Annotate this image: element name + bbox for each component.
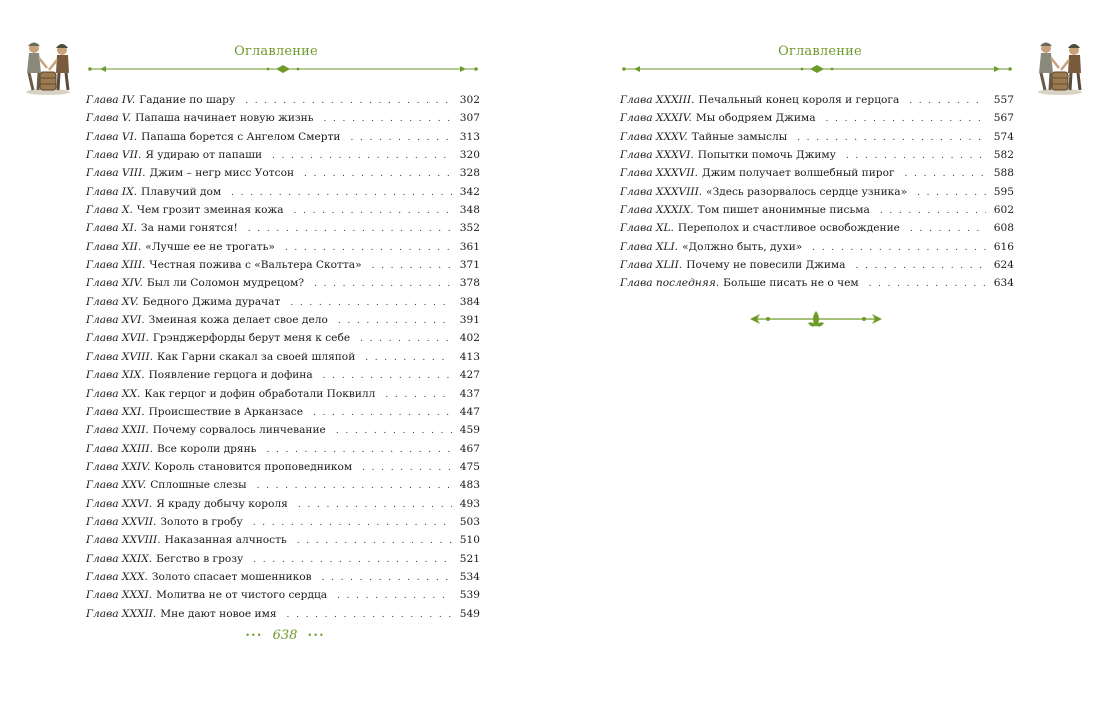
chapter-title: Плавучий дом <box>141 185 222 198</box>
chapter-label: Глава XXV. <box>86 479 147 492</box>
chapter-label: Глава XXXVII. <box>620 167 698 180</box>
chapter-title: Грэнджерфорды берут меня к себе <box>152 332 351 345</box>
chapter-title: Бегство в грозу <box>156 552 244 565</box>
dot-leader <box>385 386 451 404</box>
dot-leader <box>372 257 452 275</box>
dot-leader <box>294 202 452 220</box>
page-number: 634 <box>993 277 1014 290</box>
left-page <box>0 0 540 719</box>
folio-ornament-left: ••• <box>245 631 263 640</box>
toc-entry[interactable] <box>86 219 480 237</box>
chapter-title: Честная пожива с «Вальтера Скотта» <box>149 259 362 272</box>
dot-leader <box>248 220 452 238</box>
chapter-title: Печальный конец короля и герцога <box>698 94 900 106</box>
chapter-title: Как герцог и дофин обработали Поквилл <box>144 387 376 400</box>
dot-leader <box>253 514 452 532</box>
toc-entry[interactable] <box>86 531 480 549</box>
toc-entry[interactable] <box>620 219 1014 237</box>
page-number: 302 <box>459 94 480 106</box>
page-number: 616 <box>993 240 1014 253</box>
toc-entry[interactable] <box>620 183 1014 201</box>
toc-entry[interactable] <box>86 128 480 146</box>
chapter-label: Глава XI. <box>86 222 138 235</box>
dot-leader <box>910 220 986 238</box>
dot-leader <box>826 110 986 128</box>
page-number: 427 <box>459 369 480 382</box>
chapter-title: Бедного Джима дурачат <box>142 295 281 308</box>
toc-entry[interactable] <box>86 201 480 219</box>
toc-entry[interactable] <box>86 293 480 311</box>
chapter-title: Король становится проповедником <box>154 460 353 473</box>
toc-entry[interactable] <box>86 348 480 366</box>
dot-leader <box>298 496 452 514</box>
chapter-title: Все короли дрянь <box>156 442 257 455</box>
page-number: 467 <box>459 442 480 455</box>
chapter-label: Глава XVI. <box>86 314 145 327</box>
chapter-title: Появление герцога и дофина <box>148 369 313 382</box>
chapter-title: Почему сорвалось линчевание <box>152 424 326 437</box>
chapter-title: Гадание по шару <box>139 94 236 106</box>
dot-leader <box>324 110 452 128</box>
toc-entry[interactable] <box>620 109 1014 127</box>
page-number: 557 <box>993 94 1014 106</box>
chapter-label: Глава XXIII. <box>86 442 153 455</box>
chapter-title: Больше писать не о чем <box>723 277 859 290</box>
page-number: 402 <box>459 332 480 345</box>
dot-leader <box>297 532 452 550</box>
page-number: 608 <box>993 222 1014 235</box>
toc-entry[interactable] <box>86 550 480 568</box>
dot-leader <box>362 459 452 477</box>
chapter-label: Глава XLII. <box>620 259 683 272</box>
dot-leader <box>322 569 452 587</box>
chapter-title: Тайные замыслы <box>691 130 788 143</box>
chapter-title: Я удираю от папаши <box>145 149 263 162</box>
toc-entry[interactable] <box>86 568 480 586</box>
page-number: 595 <box>993 185 1014 198</box>
folio-number: 638 <box>272 628 298 643</box>
chapter-label: Глава X. <box>86 204 133 217</box>
table-of-contents-left <box>86 91 480 623</box>
chapter-title: «Здесь разорвалось сердце узника» <box>706 185 908 198</box>
dot-leader <box>338 312 452 330</box>
chapter-title: Почему не повесили Джима <box>686 259 846 272</box>
page-number: 493 <box>459 497 480 510</box>
dot-leader <box>909 92 986 110</box>
dot-leader <box>231 184 452 202</box>
dot-leader <box>304 165 452 183</box>
chapter-title: Наказанная алчность <box>164 534 287 547</box>
dot-leader <box>351 129 452 147</box>
chapter-label: Глава XXVIII. <box>86 534 161 547</box>
chapter-label: Глава XIV. <box>86 277 143 290</box>
chapter-label: Глава XIII. <box>86 259 146 272</box>
chapter-title: Чем грозит змеиная кожа <box>136 204 284 217</box>
page-number: 475 <box>459 460 480 473</box>
dot-leader <box>313 404 452 422</box>
chapter-label: Глава XXXIX. <box>620 204 694 217</box>
chapter-label: Глава XXXI. <box>86 589 153 602</box>
dot-leader <box>266 441 451 459</box>
header-ornamental-rule <box>86 64 480 74</box>
toc-entry[interactable] <box>86 385 480 403</box>
toc-entry[interactable] <box>86 513 480 531</box>
chapter-title: Я краду добычу короля <box>156 497 288 510</box>
chapter-label: Глава XXXV. <box>620 130 688 143</box>
page-number: 342 <box>459 185 480 198</box>
page-number: 459 <box>459 424 480 437</box>
page-number: 521 <box>459 552 480 565</box>
page-number: 437 <box>459 387 480 400</box>
chapter-label: Глава XVIII. <box>86 350 154 363</box>
chapter-title: Сплошные слезы <box>150 479 247 492</box>
chapter-title: Как Гарни скакал за своей шляпой <box>157 350 356 363</box>
chapter-label: Глава XXXII. <box>86 607 157 620</box>
chapter-title: Попытки помочь Джиму <box>697 149 836 162</box>
right-page <box>560 0 1100 719</box>
dot-leader <box>797 129 986 147</box>
page-number: 391 <box>459 314 480 327</box>
page-number: 352 <box>459 222 480 235</box>
header-ornamental-rule <box>620 64 1014 74</box>
toc-entry[interactable] <box>86 329 480 347</box>
page-number: 549 <box>459 607 480 620</box>
chapter-label: Глава VI. <box>86 130 138 143</box>
page-number: 602 <box>993 204 1014 217</box>
page-folio <box>230 628 340 643</box>
page-number: 361 <box>459 240 480 253</box>
dot-leader <box>245 92 452 110</box>
toc-entry[interactable] <box>86 458 480 476</box>
chapter-title: Мне дают новое имя <box>160 607 277 620</box>
dot-leader <box>917 184 986 202</box>
dot-leader <box>855 257 985 275</box>
chapter-label: Глава VIII. <box>86 167 146 180</box>
page-number: 624 <box>993 259 1014 272</box>
page-number: 307 <box>459 112 480 125</box>
chapter-label: Глава XXIV. <box>86 460 151 473</box>
page-number: 371 <box>459 259 480 272</box>
chapter-label: Глава IX. <box>86 185 138 198</box>
page-number: 539 <box>459 589 480 602</box>
chapter-title: Мы ободряем Джима <box>695 112 816 125</box>
toc-entry[interactable] <box>86 146 480 164</box>
chapter-title: Молитва не от чистого сердца <box>156 589 328 602</box>
toc-entry[interactable] <box>86 403 480 421</box>
toc-entry[interactable] <box>86 164 480 182</box>
page-header-title: Оглавление <box>234 44 318 59</box>
dot-leader <box>323 367 452 385</box>
toc-entry[interactable] <box>86 311 480 329</box>
end-ornament <box>746 309 886 329</box>
chapter-label: Глава XXXVI. <box>620 149 694 162</box>
dot-leader <box>846 147 986 165</box>
chapter-label: Глава XLI. <box>620 240 679 253</box>
page-number: 413 <box>459 350 480 363</box>
boys-with-barrel-illustration <box>1032 38 1088 96</box>
dot-leader <box>314 275 452 293</box>
dot-leader <box>257 477 452 495</box>
dot-leader <box>905 165 986 183</box>
page-number: 384 <box>459 295 480 308</box>
dot-leader <box>337 587 452 605</box>
page-header-title: Оглавление <box>778 44 862 59</box>
toc-entry[interactable] <box>620 274 1014 292</box>
chapter-label: Глава VII. <box>86 149 142 162</box>
chapter-title: Папаша начинает новую жизнь <box>135 112 314 125</box>
toc-entry[interactable] <box>86 586 480 604</box>
chapter-label: Глава IV. <box>86 94 136 106</box>
toc-entry[interactable] <box>620 256 1014 274</box>
dot-leader <box>290 294 451 312</box>
toc-entry[interactable] <box>86 274 480 292</box>
page-number: 574 <box>993 130 1014 143</box>
toc-entry[interactable] <box>86 238 480 256</box>
dot-leader <box>869 275 986 293</box>
chapter-label: Глава XXIX. <box>86 552 153 565</box>
chapter-label: Глава XII. <box>86 240 142 253</box>
chapter-label: Глава XVII. <box>86 332 149 345</box>
page-number: 328 <box>459 167 480 180</box>
toc-entry[interactable] <box>86 440 480 458</box>
chapter-title: Был ли Соломон мудрецом? <box>146 277 305 290</box>
chapter-label: Глава XXX. <box>86 570 148 583</box>
toc-entry[interactable] <box>620 164 1014 182</box>
toc-entry[interactable] <box>620 128 1014 146</box>
dot-leader <box>365 349 452 367</box>
toc-entry[interactable] <box>86 256 480 274</box>
chapter-title: Золото в гробу <box>160 515 243 528</box>
chapter-label: Глава XXXIV. <box>620 112 692 125</box>
dot-leader <box>285 239 452 257</box>
chapter-label: Глава последняя. <box>620 277 720 290</box>
toc-entry[interactable] <box>620 238 1014 256</box>
chapter-label: Глава XIX. <box>86 369 145 382</box>
toc-entry[interactable] <box>86 495 480 513</box>
dot-leader <box>253 551 451 569</box>
toc-entry[interactable] <box>86 91 480 109</box>
dot-leader <box>287 606 452 624</box>
page-number: 567 <box>993 112 1014 125</box>
toc-entry[interactable] <box>86 109 480 127</box>
toc-entry[interactable] <box>86 183 480 201</box>
dot-leader <box>812 239 986 257</box>
toc-entry[interactable] <box>620 201 1014 219</box>
chapter-title: Джим – негр мисс Уотсон <box>149 167 295 180</box>
page-number: 534 <box>459 570 480 583</box>
toc-entry[interactable] <box>86 476 480 494</box>
dot-leader <box>360 330 452 348</box>
page-number: 313 <box>459 130 480 143</box>
toc-entry[interactable] <box>620 146 1014 164</box>
chapter-label: Глава XV. <box>86 295 139 308</box>
page-number: 503 <box>459 515 480 528</box>
chapter-label: Глава XXXIII. <box>620 94 695 106</box>
page-number: 447 <box>459 405 480 418</box>
dot-leader <box>336 422 452 440</box>
page-number: 320 <box>459 149 480 162</box>
toc-entry[interactable] <box>620 91 1014 109</box>
chapter-label: Глава XXXVIII. <box>620 185 703 198</box>
page-number: 582 <box>993 149 1014 162</box>
chapter-label: Глава V. <box>86 112 132 125</box>
chapter-label: Глава XXVII. <box>86 515 157 528</box>
page-number: 588 <box>993 167 1014 180</box>
chapter-label: Глава XX. <box>86 387 141 400</box>
chapter-title: Джим получает волшебный пирог <box>701 167 895 180</box>
chapter-title: За нами гонятся! <box>141 222 238 235</box>
chapter-label: Глава XXII. <box>86 424 149 437</box>
chapter-title: Происшествие в Арканзасе <box>148 405 303 418</box>
chapter-title: «Должно быть, духи» <box>682 240 803 253</box>
chapter-title: «Лучше ее не трогать» <box>145 240 275 253</box>
chapter-label: Глава XXVI. <box>86 497 153 510</box>
chapter-title: Золото спасает мошенников <box>151 570 312 583</box>
dot-leader <box>880 202 986 220</box>
folio-ornament-right: ••• <box>307 631 325 640</box>
chapter-label: Глава XL. <box>620 222 674 235</box>
chapter-title: Змеиная кожа делает свое дело <box>148 314 328 327</box>
chapter-label: Глава XXI. <box>86 405 145 418</box>
page-number: 483 <box>459 479 480 492</box>
chapter-title: Папаша борется с Ангелом Смерти <box>141 130 341 143</box>
table-of-contents-right <box>620 91 1014 293</box>
page-number: 348 <box>459 204 480 217</box>
toc-entry[interactable] <box>86 366 480 384</box>
page-number: 378 <box>459 277 480 290</box>
toc-entry[interactable] <box>86 421 480 439</box>
chapter-title: Переполох и счастливое освобождение <box>677 222 900 235</box>
toc-entry[interactable] <box>86 605 480 623</box>
dot-leader <box>272 147 452 165</box>
chapter-title: Том пишет анонимные письма <box>697 204 870 217</box>
page-number: 510 <box>459 534 480 547</box>
